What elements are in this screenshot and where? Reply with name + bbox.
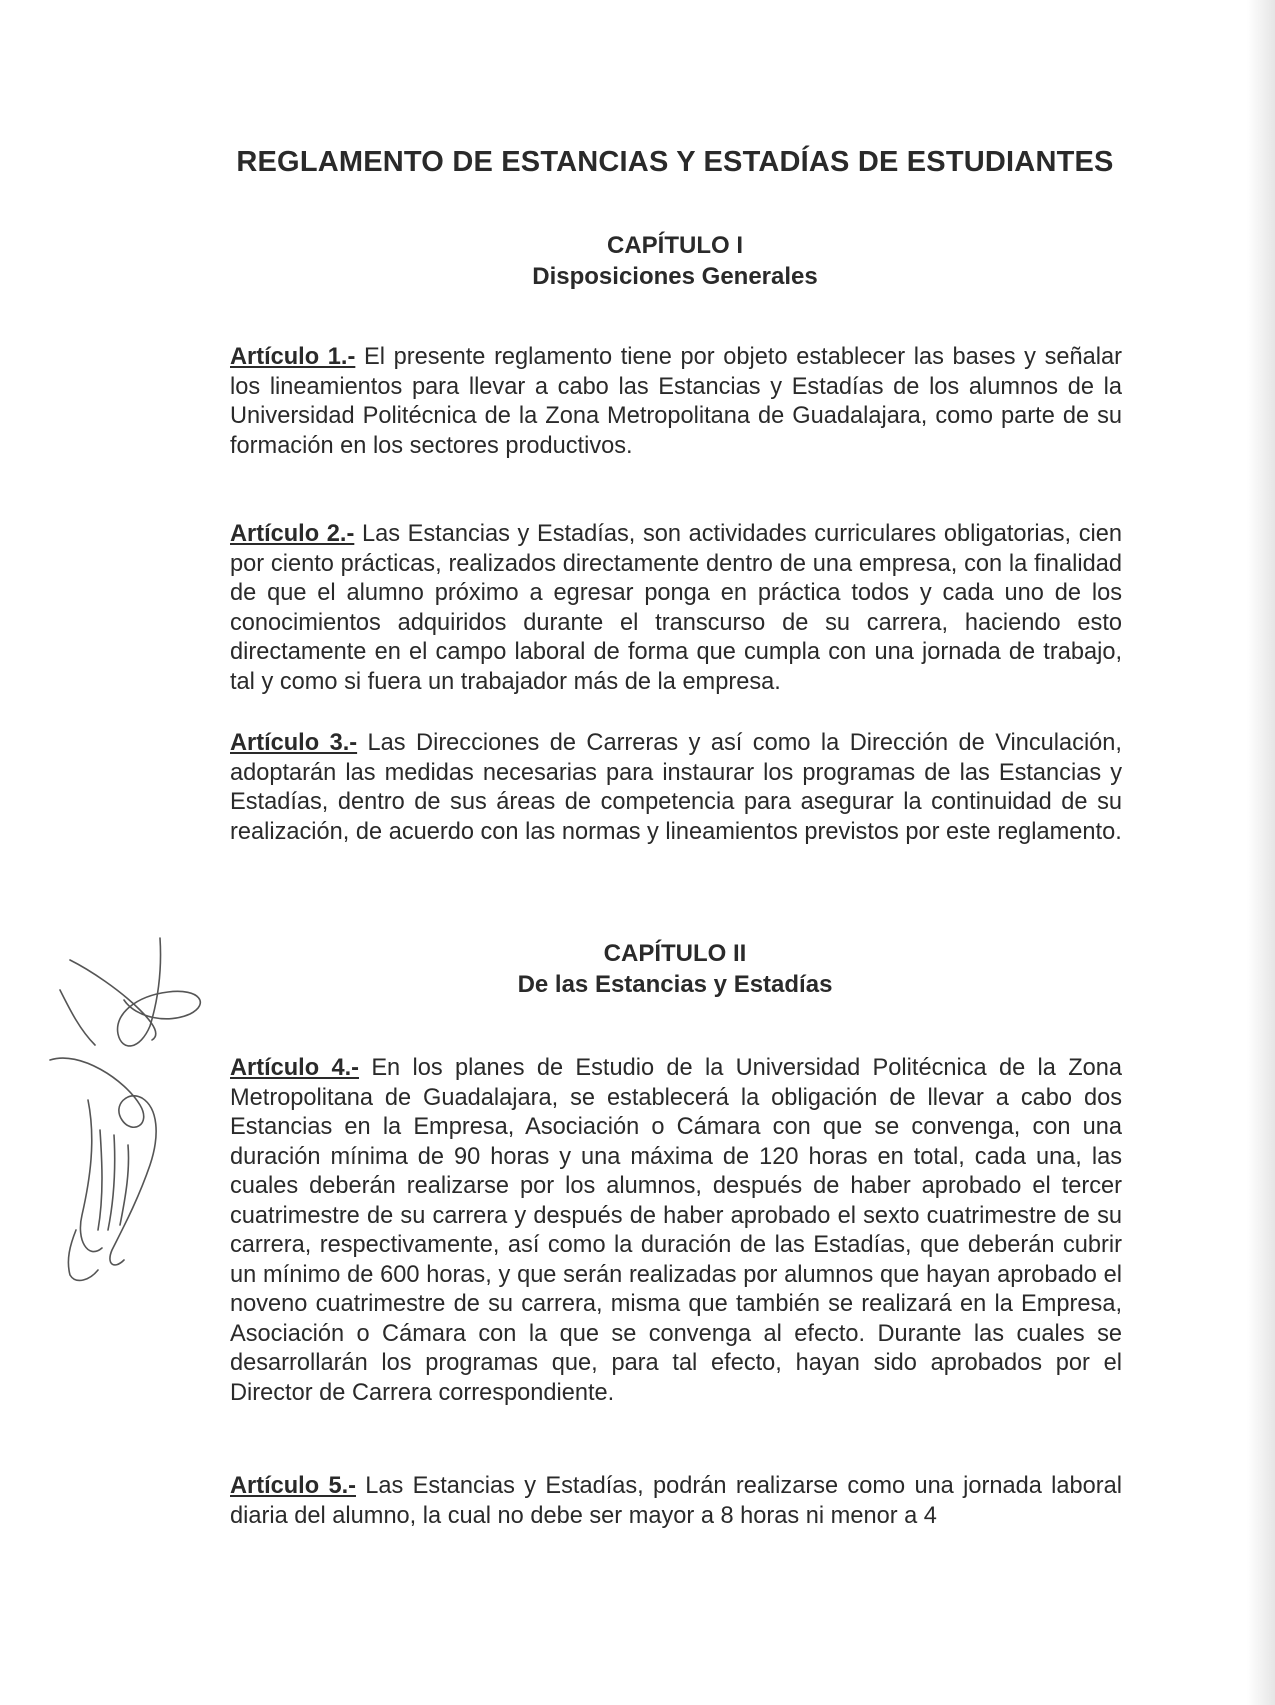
article-label: Artículo 4.- [230,1055,359,1081]
article-3 [230,729,1122,847]
article-label: Artículo 1.- [230,344,356,370]
article-label: Artículo 3.- [230,730,358,756]
article-text: Las Direcciones de Carreras y así como la Dirección de Vinculación, adoptarán las medidas necesarias para instaurar los programas de las Estancias y Estadías, dentro de sus áreas de competencia para asegurar la continuidad de su realización, de acuerdo con las normas y lineamientos previstos por este reglamento. [230,730,1122,845]
article-text: Las Estancias y Estadías, podrán realizarse como una jornada laboral diaria del alumno, la cual no debe ser mayor a 8 horas ni menor a 4 [230,1473,1122,1529]
chapter-1-header [230,230,1120,292]
chapter-subtitle: De las Estancias y Estadías [517,971,833,998]
handwritten-signature [40,930,210,1350]
scan-shadow [1247,0,1275,1705]
article-5 [230,1472,1122,1531]
article-1 [230,343,1122,461]
article-text: El presente reglamento tiene por objeto establecer las bases y señalar los lineamientos para llevar a cabo las Estancias y Estadías de los alumnos de la Universidad Politécnica de la Zona Metropolitana de Guadalajara, como parte de su formación en los sectores productivos. [230,344,1122,459]
article-label: Artículo 2.- [230,521,355,547]
article-text: En los planes de Estudio de la Universidad Politécnica de la Zona Metropolitana de Guadalajara, se establecerá la obligación de llevar a cabo dos Estancias en la Empresa, Asociación o Cámara con que se convenga, con una duración mínima de 90 horas y una máxima de 120 horas en total, cada una, las cuales deberán realizarse por los alumnos, después de haber aprobado el tercer cuatrimestre de su carrera y después de haber aprobado el sexto cuatrimestre de su carrera, respectivamente, así como la duración de las Estadías, que deberán cubrir un mínimo de 600 horas, y que serán realizadas por alumnos que hayan aprobado el noveno cuatrimestre de su carrera, misma que también se realizará en la Empresa, Asociación o Cámara con la que se convenga al efecto. Durante las cuales se desarrollarán los programas que, para tal efecto, hayan sido aprobados por el Director de Carrera correspondiente. [230,1055,1122,1406]
document-title: REGLAMENTO DE ESTANCIAS Y ESTADÍAS DE ESTUDIANTES [236,146,1114,178]
chapter-subtitle: Disposiciones Generales [532,263,818,290]
article-4 [230,1054,1122,1408]
article-text: Las Estancias y Estadías, son actividades curriculares obligatorias, cien por ciento prácticas, realizados directamente dentro de una empresa, con la finalidad de que el alumno próximo a egresar ponga en práctica todos y cada uno de los conocimientos adquiridos durante el transcurso de su carrera, haciendo esto directamente en el campo laboral de forma que cumpla con una jornada de trabajo, tal y como si fuera un trabajador más de la empresa. [230,521,1122,695]
chapter-heading: CAPÍTULO II [603,940,747,967]
article-label: Artículo 5.- [230,1473,356,1499]
chapter-heading: CAPÍTULO I [607,232,743,259]
article-2 [230,520,1122,697]
chapter-2-header [230,938,1120,1000]
